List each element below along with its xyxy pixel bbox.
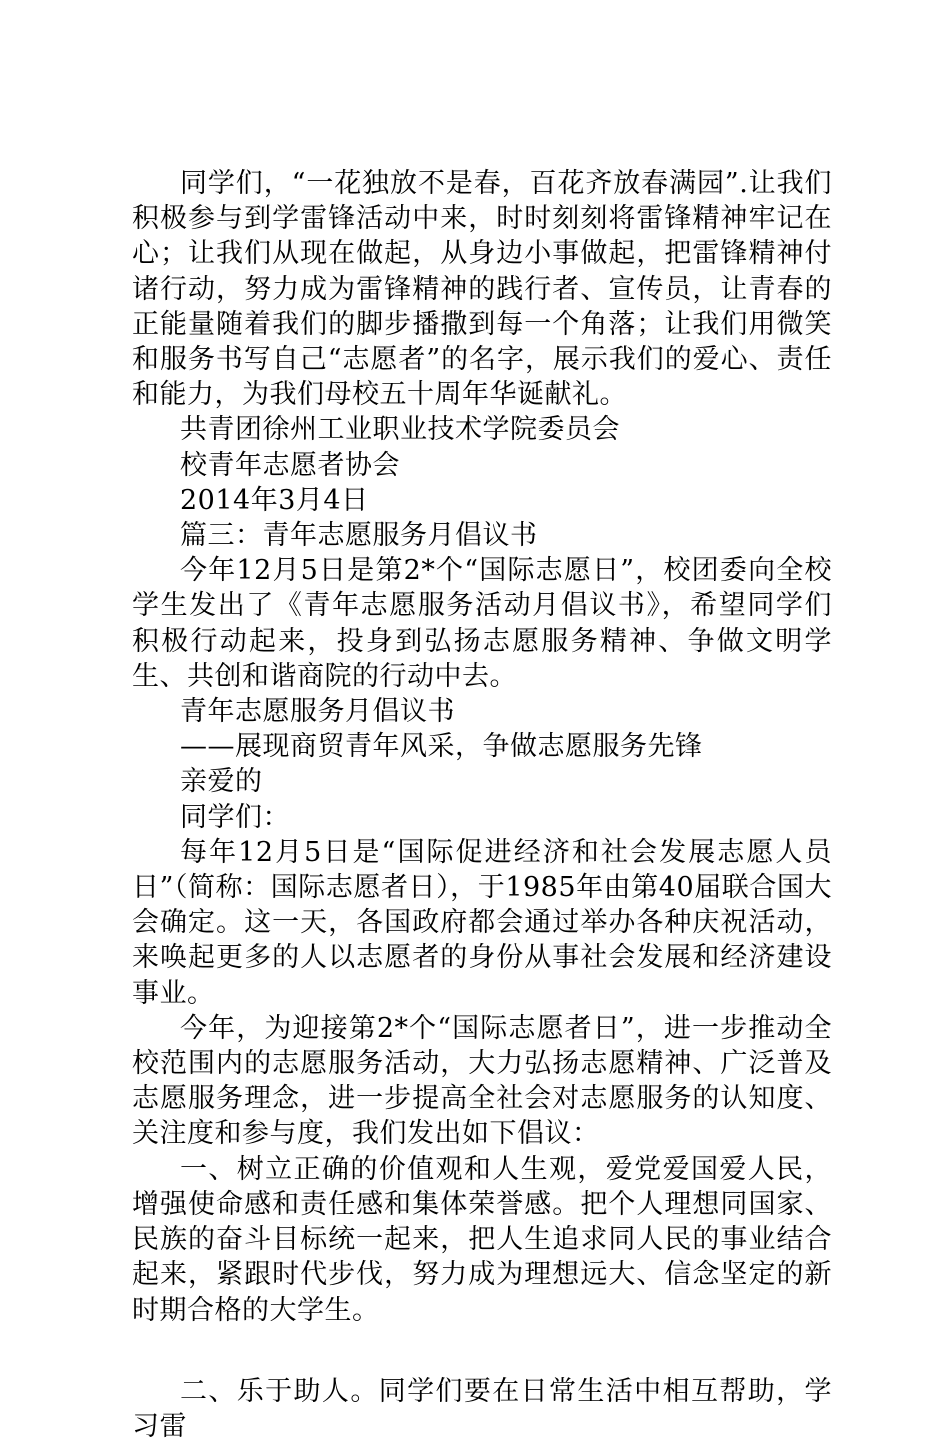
paragraph-point-one: 一、树立正确的价值观和人生观，爱党爱国爱人民，增强使命感和责任感和集体荣誉感。把个人理想同国家、民族的奋斗目标统一起来，把人生追求同人民的事业结合起来，紧跟时代步伐，努力成为理想远大、信念坚定的新时期合格的大学生。 bbox=[132, 1153, 832, 1326]
proposal-title: 青年志愿服务月倡议书 bbox=[180, 696, 455, 728]
proposal-subtitle: ——展现商贸青年风采，争做志愿服务先锋 bbox=[180, 731, 703, 763]
paragraph-appeal-lei-feng: 同学们，“一花独放不是春，百花齐放春满园”.让我们积极参与到学雷锋活动中来，时时刻刻将雷锋精神牢记在心；让我们从现在做起，从身边小事做起，把雷锋精神付诸行动，努力成为雷锋精神的践行者、宣传员，让青春的正能量随着我们的脚步播撒到每一个角落；让我们用微笑和服务书写自己“志愿者”的名字，展示我们的爱心、责任和能力，为我们母校五十周年华诞献礼。 bbox=[132, 168, 832, 411]
paragraph-intro: 今年12月5日是第2*个“国际志愿日”，校团委向全校学生发出了《青年志愿服务活动月倡议书》，希望同学们积极行动起来，投身到弘扬志愿服务精神、争做文明学生、共创和谐商院的行动中去。 bbox=[132, 555, 832, 692]
salutation-line-2: 同学们： bbox=[180, 801, 290, 833]
signature-association: 校青年志愿者协会 bbox=[180, 449, 400, 481]
paragraph-point-two: 二、乐于助人。同学们要在日常生活中相互帮助，学习雷 bbox=[132, 1375, 832, 1442]
paragraph-proposal-intro: 今年，为迎接第2*个“国际志愿者日”，进一步推动全校范围内的志愿服务活动，大力弘扬志愿精神、广泛普及志愿服务理念，进一步提高全社会对志愿服务的认知度、关注度和参与度，我们发出如下倡议： bbox=[132, 1012, 832, 1150]
document-body bbox=[132, 166, 832, 1444]
section-heading: 篇三：青年志愿服务月倡议书 bbox=[180, 520, 538, 552]
paragraph-volunteer-day: 每年12月5日是“国际促进经济和社会发展志愿人员日”（简称：国际志愿者日），于1985年由第40届联合国大会确定。这一天，各国政府都会通过举办各种庆祝活动，来唤起更多的人以志愿者的身份从事社会发展和经济建设事业。 bbox=[132, 836, 832, 1009]
salutation-line-1: 亲爱的 bbox=[180, 766, 263, 798]
paragraph-gap bbox=[132, 1328, 832, 1374]
signature-date: 2014年3月4日 bbox=[180, 484, 369, 516]
signature-committee: 共青团徐州工业职业技术学院委员会 bbox=[180, 414, 620, 446]
